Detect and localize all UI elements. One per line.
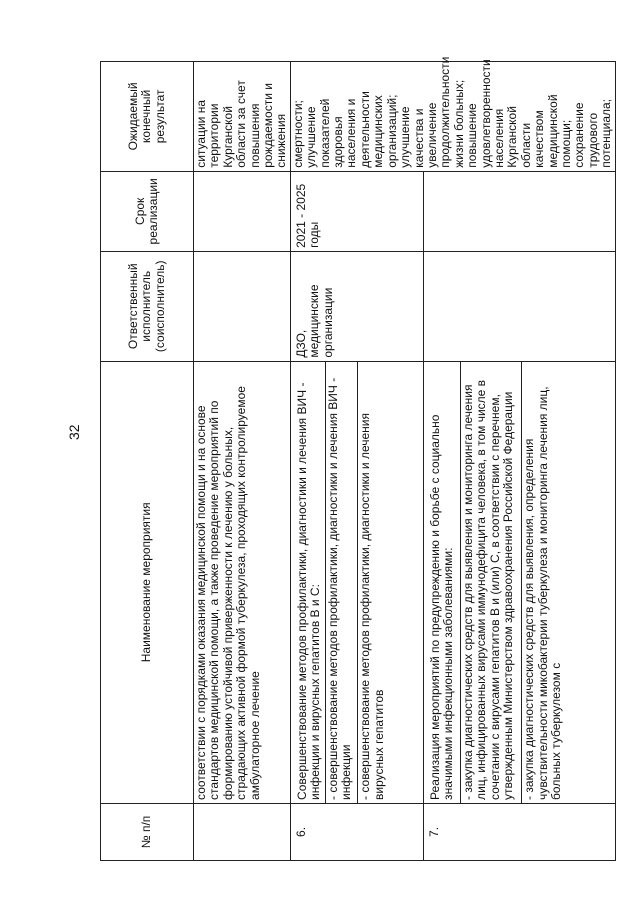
row7-sub-hiv-diagnostics: - закупка диагностических средств для выявления и мониторинга лечения лиц, инфицированных вирусами иммунодефицита человека, в том числе в сочетании с вирусами гепатитов В и (или) С, в соответствии с перечнем, утвержденным Министерством здравоохранения Российской Федерации — [460, 362, 522, 803]
table-row — [194, 62, 291, 861]
header-result: Ожидаемый конечный результат — [101, 62, 194, 172]
cell-num-empty — [194, 803, 291, 860]
header-responsible: Ответственный исполнитель (соисполнитель) — [101, 251, 194, 361]
cell-term-empty — [194, 171, 291, 251]
cell-name-7 — [423, 361, 615, 803]
row6-sub-hiv: - совершенствование методов профилактики, диагностики и лечения ВИЧ - инфекции — [325, 362, 358, 803]
header-term: Срок реализации — [101, 171, 194, 251]
table-header-row — [101, 62, 194, 861]
cell-result-6: смертности; улучшение показателей здоровья населения и деятельности медицинских организаций; улучшение качества и увеличение продолжительности жизни больных; повышение удовлетворенности населения Курганской области качеством медицинской помощи; сохранение трудового потенциала; — [290, 62, 615, 172]
row7-name-main: Реализация мероприятий по предупреждению и борьбе с социально значимыми инфекционными заболеваниями: — [427, 414, 456, 800]
cell-result-continued: ситуации на территории Курганской области за счет повышения рождаемости и снижения — [194, 62, 291, 172]
cell-term-6: 2021 - 2025 годы — [290, 171, 423, 251]
row7-sub-tb-diagnostics: - закупка диагностических средств для выявления, определения чувствительности микобактерии туберкулеза и мониторинга лечения лиц, больных туберкулезом с — [521, 362, 567, 803]
cell-num-6: 6. — [290, 803, 423, 860]
header-name: Наименование мероприятия — [101, 361, 194, 803]
measures-table-rotated — [100, 56, 640, 861]
table-row — [290, 62, 423, 861]
row6-name-main: Совершенствование методов профилактики, диагностики и лечения ВИЧ - инфекции и вирусных гепатитов В и С: — [294, 382, 323, 800]
cell-name-continued: соответствии с порядками оказания медицинской помощи и на основе стандартов медицинской помощи, а также проведение мероприятий по формированию устойчивой приверженности к лечению у больных, страдающих активной формой туберкулеза, проходящих контролируемое амбулаторное лечение — [194, 361, 291, 803]
cell-num-7: 7. — [423, 803, 615, 860]
cell-responsible-6: ДЗО, медицинские организации — [290, 251, 423, 361]
cell-name-6 — [290, 361, 423, 803]
row6-sub-hepatitis: - совершенствование методов профилактики, диагностики и лечения вирусных гепатитов — [357, 362, 390, 803]
cell-responsible-empty — [194, 251, 291, 361]
header-num: № п/п — [101, 803, 194, 860]
measures-table — [100, 56, 616, 861]
cell-term-7 — [423, 171, 615, 251]
page-number: 32 — [66, 424, 82, 440]
cell-responsible-7 — [423, 251, 615, 361]
table-row — [423, 62, 615, 861]
